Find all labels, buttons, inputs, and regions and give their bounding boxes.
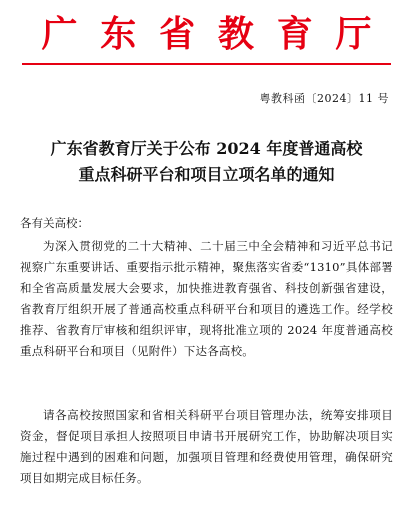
letterhead-divider bbox=[22, 63, 391, 65]
letterhead-char: 广 bbox=[41, 13, 78, 55]
letterhead-char: 厅 bbox=[335, 13, 372, 55]
letterhead-char: 东 bbox=[100, 13, 137, 55]
title-line-1: 广东省教育厅关于公布 2024 年度普通高校 bbox=[50, 139, 363, 158]
letterhead bbox=[0, 12, 413, 56]
letterhead-char: 省 bbox=[159, 13, 196, 55]
body-paragraph-2: 请各高校按照国家和省相关科研平台项目管理办法，统筹安排项目资金，督促项目承担人按照项目申请书开展研究工作，协助解决项目实施过程中遇到的困难和问题，加强项目管理和经费使用管理，确保研究项目如期完成目标任务。 bbox=[20, 408, 393, 485]
letterhead-issuer bbox=[41, 13, 372, 55]
salutation: 各有关高校： bbox=[20, 216, 89, 230]
title-line-2: 重点科研平台和项目立项名单的通知 bbox=[78, 165, 335, 184]
document-number: 粤教科函〔2024〕11 号 bbox=[259, 92, 389, 105]
letterhead-char: 教 bbox=[217, 13, 254, 55]
body-paragraph-1: 为深入贯彻党的二十大精神、二十届三中全会精神和习近平总书记视察广东重要讲话、重要指示批示精神，聚焦落实省委“1310”具体部署和全省高质量发展大会要求，加快推进教育强省、科技创新强省建设，省教育厅组织开展了普通高校重点科研平台和项目的遴选工作。经学校推荐、省教育厅审核和组织评审，现将批准立项的 2024 年度普通高校重点科研平台和项目（见附件）下达各高校。 bbox=[20, 239, 393, 358]
letterhead-char: 育 bbox=[276, 13, 313, 55]
document-title bbox=[20, 136, 393, 188]
